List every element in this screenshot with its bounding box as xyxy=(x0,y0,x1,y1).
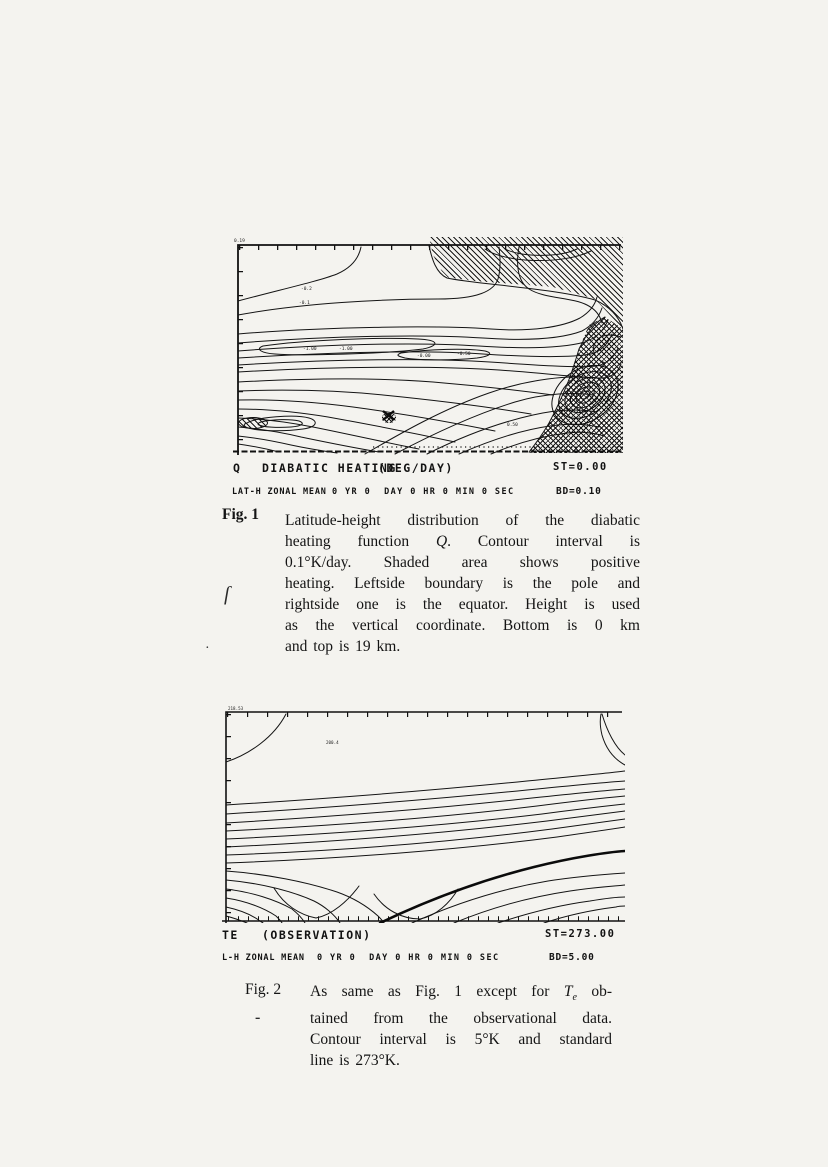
figure2-contour-plot xyxy=(222,705,625,923)
stray-pen-mark: ſ xyxy=(224,583,230,605)
fig1-bd-value: BD=0.10 xyxy=(556,486,602,497)
fig1-contour-labels xyxy=(234,238,518,428)
fig1-caption xyxy=(285,510,640,657)
fig2-caption-line: As same as Fig. 1 except for $T_e$ ob- xyxy=(310,983,612,1004)
fig2-contour-svg xyxy=(222,705,625,923)
svg-text:-1.00: -1.00 xyxy=(339,347,353,352)
fig2-caption-line: tained from the observational data. xyxy=(310,1010,612,1028)
fig2-st-value: ST=273.00 xyxy=(545,928,616,940)
fig1-contour-svg xyxy=(233,237,623,455)
svg-text:-0.2: -0.2 xyxy=(301,287,312,292)
svg-text:200.4: 200.4 xyxy=(326,740,339,745)
fig1-caption-line: and top is 19 km. xyxy=(285,638,401,655)
fig2-standard-line-273K xyxy=(380,851,625,923)
fig1-variable-label: Q xyxy=(233,461,242,475)
svg-text:-0.1: -0.1 xyxy=(299,301,310,306)
fig1-caption-label: Fig. 1 xyxy=(222,506,260,523)
fig1-caption-line: rightside one is the equator. Height is used xyxy=(285,596,640,613)
fig1-caption-line: heating function Q. Contour interval is xyxy=(285,533,640,550)
svg-text:0.50: 0.50 xyxy=(507,423,518,428)
fig2-caption-line: Contour interval is 5°K and standard xyxy=(310,1031,612,1049)
fig1-caption-line: Latitude-height distribution of the diabatic xyxy=(285,512,640,529)
svg-text:-0.50: -0.50 xyxy=(457,352,471,357)
fig1-zonal-mean-label: LAT-H ZONAL MEAN xyxy=(232,487,327,497)
fig2-bd-value: BD=5.00 xyxy=(549,952,595,963)
fig1-plot-title: DIABATIC HEATING xyxy=(262,461,397,475)
fig2-zonal-mean-label: L-H ZONAL MEAN xyxy=(222,953,305,963)
fig2-contour-lines xyxy=(226,714,625,923)
fig1-st-value: ST=0.00 xyxy=(553,461,608,473)
variable-Te: $T_e$ xyxy=(563,983,577,1004)
fig2-plot-title: (OBSERVATION) xyxy=(262,928,372,942)
fig2-time-label: 0 YR 0 DAY 0 HR 0 MIN 0 SEC xyxy=(317,953,500,963)
figure1-contour-plot xyxy=(233,237,623,455)
fig1-caption-line: 0.1°K/day. Shaded area shows positive xyxy=(285,554,640,571)
svg-text:-1.00: -1.00 xyxy=(303,347,317,352)
variable-Q: Q xyxy=(435,533,448,550)
fig2-caption-line: line is 273°K. xyxy=(310,1052,400,1070)
fig2-corner-label: 218.53 xyxy=(228,706,244,711)
fig1-time-label: 0 YR 0 DAY 0 HR 0 MIN 0 SEC xyxy=(332,487,515,497)
fig1-caption-line: as the vertical coordinate. Bottom is 0 km xyxy=(285,617,640,634)
fig1-caption-line: heating. Leftside boundary is the pole and xyxy=(285,575,640,592)
stray-dash-mark: - xyxy=(255,1009,261,1026)
fig2-caption-label: Fig. 2 xyxy=(245,981,282,998)
fig1-plot-units: (DEG/DAY) xyxy=(378,461,454,475)
fig2-caption xyxy=(310,981,612,1071)
fig1-corner-label: 0.19 xyxy=(234,239,245,244)
fig2-variable-label: TE xyxy=(222,928,239,942)
stray-dot-mark: · xyxy=(205,641,210,656)
svg-text:-0.00: -0.00 xyxy=(417,354,431,359)
